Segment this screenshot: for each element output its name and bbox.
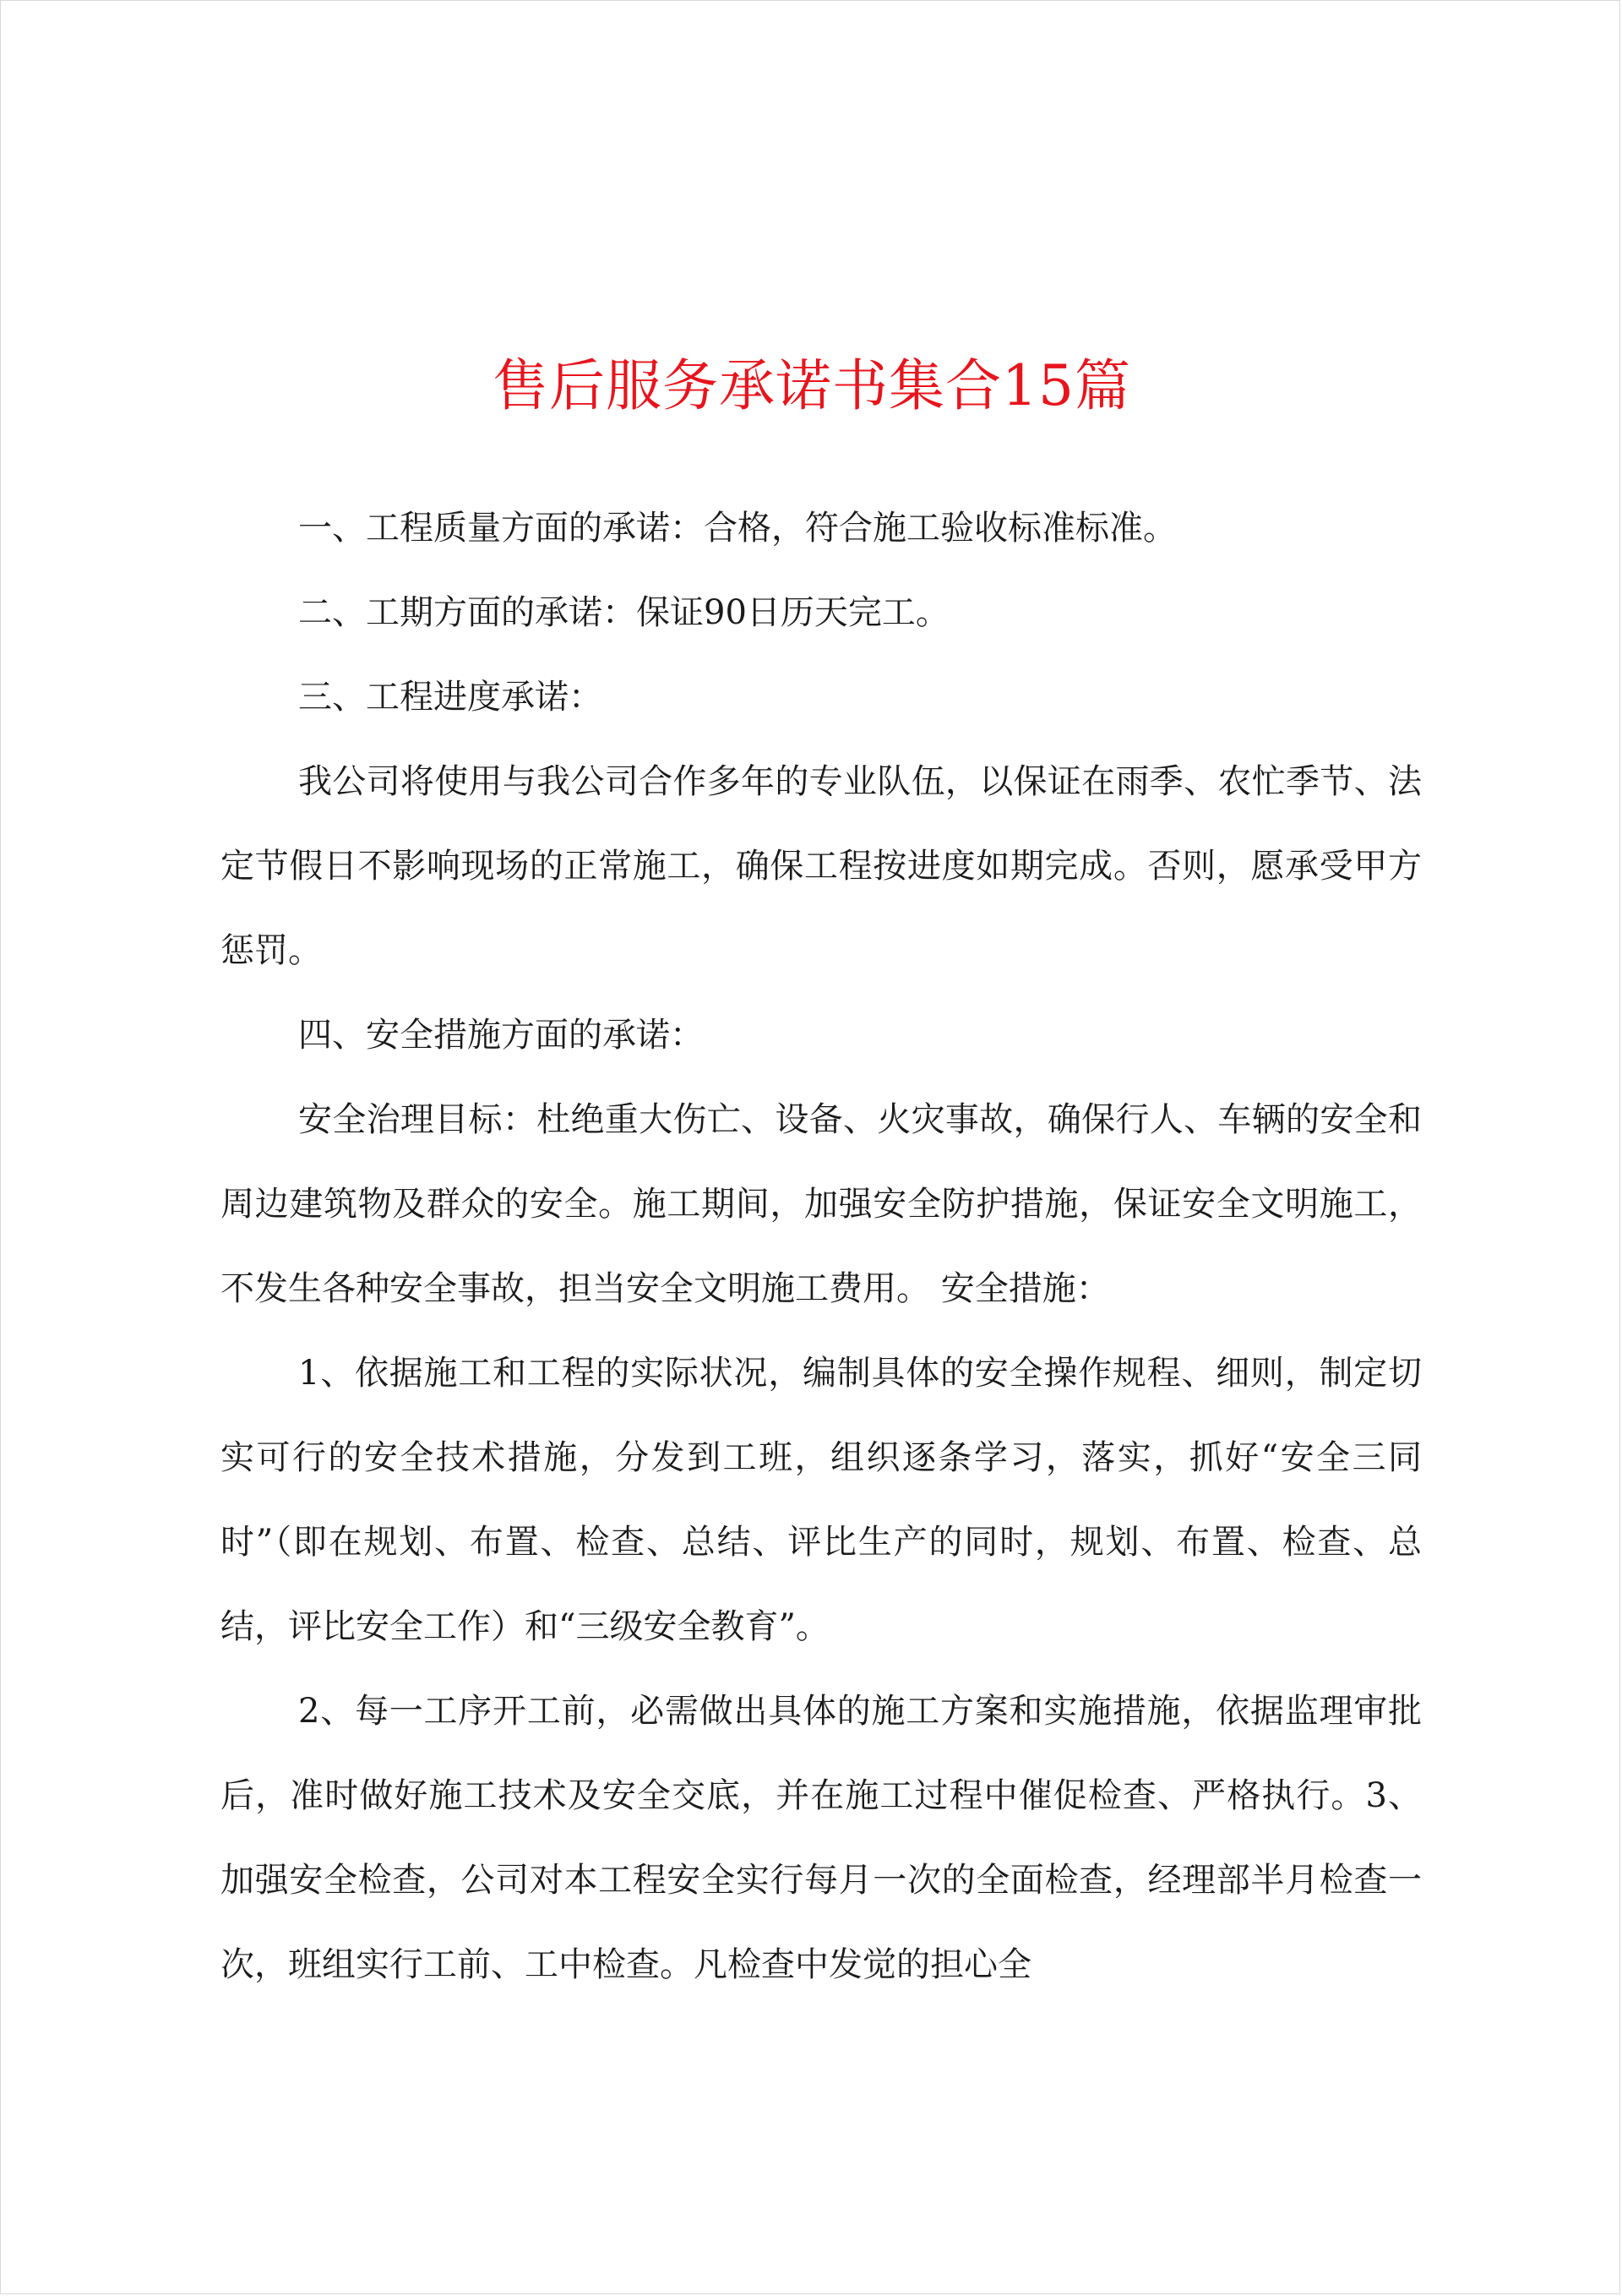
paragraph-progress-heading: 三、工程进度承诺：	[298, 678, 602, 717]
paragraph-safety-measure-2-3: 2、每一工序开工前，必需做出具体的施工方案和实施措施，依据监理审批后，准时做好施工技术及安全交底，并在施工过程中催促检查、严格执行。3、加强安全检查，公司对本工程安全实行每月一次的全面检查，经理部半月检查一次，班组实行工前、工中检查。凡检查中发觉的担心全	[220, 1692, 1422, 1984]
paragraph-schedule-commitment: 二、工期方面的承诺：保证90日历天完工。	[298, 593, 950, 632]
document-title: 售后服务承诺书集合15篇	[493, 353, 1131, 418]
paragraph-safety-goal: 安全治理目标：杜绝重大伤亡、设备、火灾事故，确保行人、车辆的安全和周边建筑物及群众的安全。施工期间，加强安全防护措施，保证安全文明施工，不发生各种安全事故，担当安全文明施工费用。 安全措施：	[220, 1100, 1422, 1308]
document-body	[220, 486, 1422, 2007]
paragraph-safety-heading: 四、安全措施方面的承诺：	[298, 1016, 704, 1055]
paragraph-quality-commitment: 一、工程质量方面的承诺：合格，符合施工验收标准标准。	[298, 509, 1177, 548]
paragraph-progress-detail: 我公司将使用与我公司合作多年的专业队伍，以保证在雨季、农忙季节、法定节假日不影响现场的正常施工，确保工程按进度如期完成。否则，愿承受甲方惩罚。	[220, 762, 1422, 970]
paragraph-safety-measure-1: 1、依据施工和工程的实际状况，编制具体的安全操作规程、细则，制定切实可行的安全技术措施，分发到工班，组织逐条学习，落实，抓好“安全三同时”（即在规划、布置、检查、总结、评比生产的同时，规划、布置、检查、总结，评比安全工作）和“三级安全教育”。	[220, 1354, 1422, 1646]
